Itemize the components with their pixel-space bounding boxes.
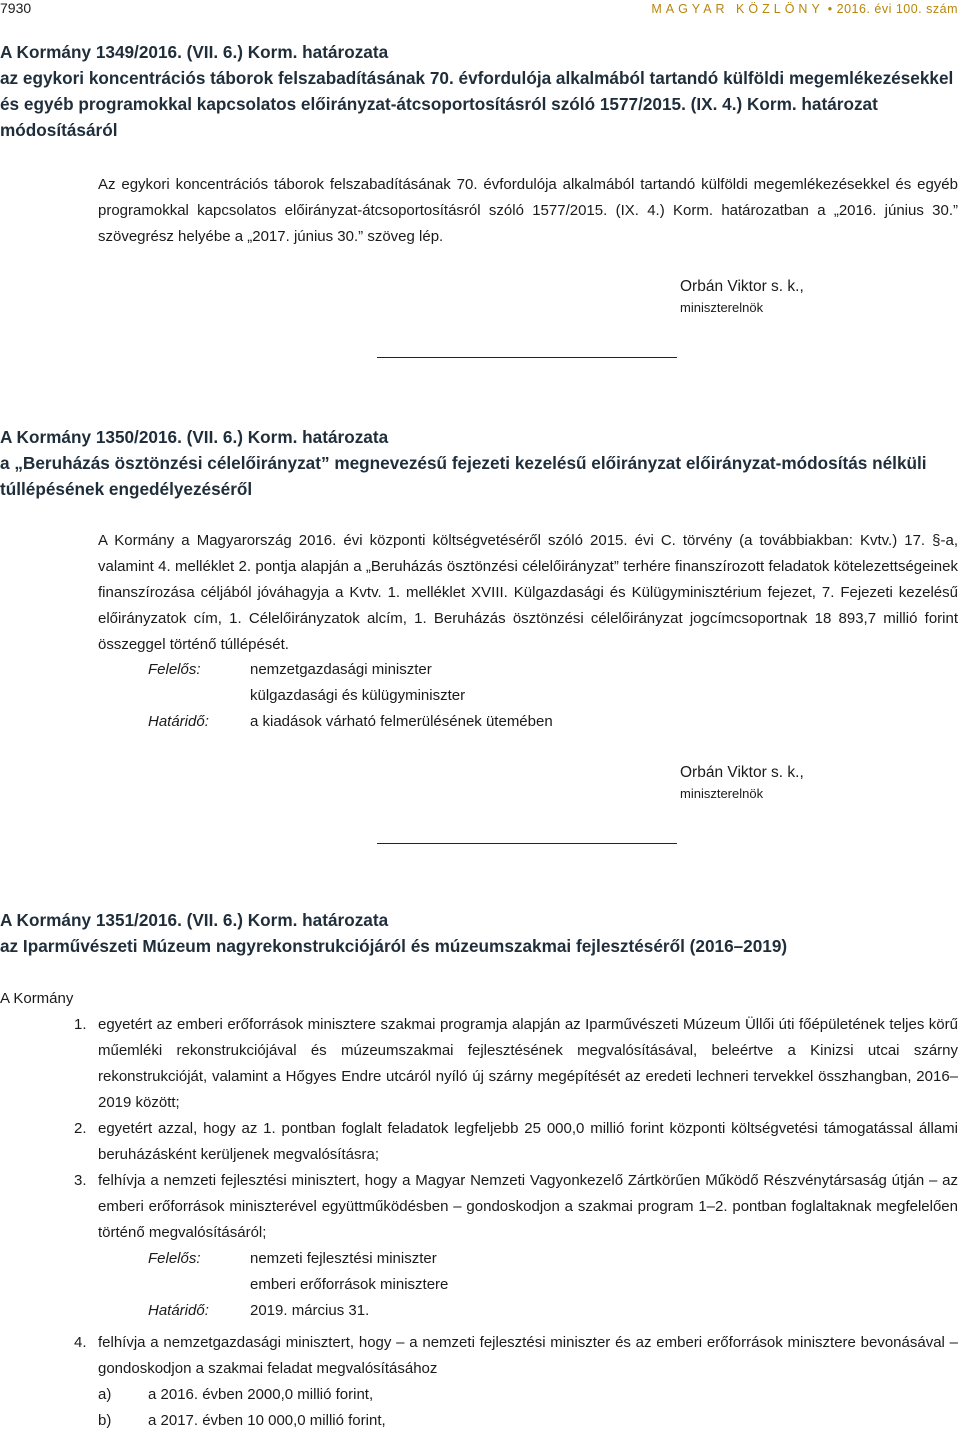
responsible-value: külgazdasági és külügyminiszter bbox=[250, 687, 466, 704]
sub-item bbox=[74, 1382, 958, 1408]
item-number: 1. bbox=[74, 1016, 87, 1033]
deadline-label: Határidő: bbox=[148, 713, 209, 730]
journal-title: MAGYAR KÖZLÖNY bbox=[651, 2, 824, 16]
sub-item-letter: b) bbox=[98, 1412, 112, 1429]
journal-header: MAGYAR KÖZLÖNY • 2016. évi 100. szám bbox=[651, 2, 958, 16]
signatory-name: Orbán Viktor bbox=[680, 278, 767, 295]
decree3-items bbox=[74, 1012, 958, 1434]
signatory-suffix: s. k., bbox=[771, 278, 804, 295]
item-number: 3. bbox=[74, 1172, 87, 1189]
page-number: 7930 bbox=[0, 0, 32, 16]
decree1-signature bbox=[680, 276, 804, 318]
item-text: felhívja a nemzetgazdasági minisztert, hogy – a nemzeti fejlesztési miniszter és az emberi erőforrások minisztere bevonásával – gondoskodjon a szakmai feladat megvalósításához bbox=[98, 1334, 958, 1377]
section-divider bbox=[377, 357, 677, 358]
deadline-value: a kiadások várható felmerülésének ütemében bbox=[250, 713, 553, 730]
deadline-value: 2019. március 31. bbox=[250, 1302, 370, 1319]
responsible-value: emberi erőforrások minisztere bbox=[250, 1276, 449, 1293]
signatory-suffix: s. k., bbox=[771, 764, 804, 781]
decree3-title-line2: az Iparművészeti Múzeum nagyrekonstrukciójáról és múzeumszakmai fejlesztéséről (2016–2019) bbox=[0, 936, 788, 956]
responsible-value: nemzetgazdasági miniszter bbox=[250, 661, 432, 678]
responsible-label: Felelős: bbox=[148, 661, 201, 678]
sub-item bbox=[74, 1408, 958, 1434]
section-divider bbox=[377, 843, 677, 844]
item-text: egyetért az emberi erőforrások minisztere szakmai programja alapján az Iparművészeti Múzeum Üllői úti főépületének teljes körű műemléki rekonstrukciójával és múzeumszakmai fejlesztésének megvalósításával, beleértve a Kinizsi utcai szárny rekonstrukcióját, valamint a Hőgyes Endre utcáról nyíló új szárny megépítését az eredeti lechneri tervekkel összhangban, 2016–2019 között; bbox=[98, 1016, 958, 1111]
list-item bbox=[74, 1168, 958, 1246]
decree2-title bbox=[0, 424, 958, 502]
decree3-title-line1: A Kormány 1351/2016. (VII. 6.) Korm. határozata bbox=[0, 910, 389, 930]
list-item bbox=[74, 1012, 958, 1116]
decree3-intro: A Kormány bbox=[0, 990, 74, 1007]
item-text: felhívja a nemzeti fejlesztési minisztert, hogy a Magyar Nemzeti Vagyonkezelő Zártkörűen Működő Részvénytársaság útján – az emberi erőforrások miniszterével együttműködésben – gondoskodjon a szakmai program 1–2. pontban foglaltaknak megfelelően történő megvalósításáról; bbox=[98, 1172, 958, 1241]
decree2-title-line1: A Kormány 1350/2016. (VII. 6.) Korm. határozata bbox=[0, 427, 389, 447]
decree2-responsibility bbox=[148, 657, 848, 735]
decree2-signature bbox=[680, 762, 804, 804]
journal-issue: 2016. évi 100. szám bbox=[836, 2, 958, 16]
decree1-title-rest: az egykori koncentrációs táborok felszabadításának 70. évfordulója alkalmából tartandó külföldi megemlékezésekkel és egyéb programokkal kapcsolatos előirányzat-átcsoportosításról szóló 1577/2015. (IX. 4.) Korm. határozat módosításáról bbox=[0, 68, 954, 140]
decree2-body: A Kormány a Magyarország 2016. évi központi költségvetéséről szóló 2015. évi C. törvény (a továbbiakban: Kvtv.) 17. §-a, valamint 4. melléklet 2. pontja alapján a „Beruházás ösztönzési célelőirányzat” terhére finanszírozott feladatok kötelezettségeinek finanszírozása céljából jóváhagyja a Kvtv. 1. melléklet XVIII. Külgazdasági és Külügyminisztérium fejezet, 7. Fejezeti kezelésű előirányzatok cím, 1. Célelőirányzatok alcím, 1. Beruházás ösztönzési célelőirányzat jogcímcsoportnak 18 893,7 millió forint összeggel történő túllépését. bbox=[98, 532, 958, 653]
deadline-label: Határidő: bbox=[148, 1302, 209, 1319]
item-number: 2. bbox=[74, 1120, 87, 1137]
signatory-name: Orbán Viktor bbox=[680, 764, 767, 781]
signatory-role: miniszterelnök bbox=[680, 786, 764, 801]
responsible-value: nemzeti fejlesztési miniszter bbox=[250, 1250, 437, 1267]
list-item bbox=[74, 1116, 958, 1168]
sub-item-text: a 2017. évben 10 000,0 millió forint, bbox=[148, 1412, 386, 1429]
decree1-title bbox=[0, 39, 958, 143]
decree1-title-line1: A Kormány 1349/2016. (VII. 6.) Korm. határozata bbox=[0, 42, 389, 62]
responsible-label: Felelős: bbox=[148, 1250, 201, 1267]
signatory-role: miniszterelnök bbox=[680, 300, 764, 315]
item3-responsibility bbox=[74, 1246, 958, 1324]
decree1-body: Az egykori koncentrációs táborok felszabadításának 70. évfordulója alkalmából tartandó külföldi megemlékezésekkel és egyéb programokkal kapcsolatos előirányzat-átcsoportosításról szóló 1577/2015. (IX. 4.) Korm. határozatban a „2016. június 30.” szövegrész helyébe a „2017. június 30.” szöveg lép. bbox=[98, 176, 958, 245]
decree3-title bbox=[0, 907, 958, 959]
sub-item-text: a 2016. évben 2000,0 millió forint, bbox=[148, 1386, 374, 1403]
page-header bbox=[0, 0, 960, 24]
decree2-title-rest: a „Beruházás ösztönzési célelőirányzat” megnevezésű fejezeti kezelésű előirányzat előirányzat-módosítás nélküli túllépésének engedélyezéséről bbox=[0, 453, 927, 499]
list-item bbox=[74, 1330, 958, 1382]
item-number: 4. bbox=[74, 1334, 87, 1351]
item-text: egyetért azzal, hogy az 1. pontban foglalt feladatok legfeljebb 25 000,0 millió forint központi költségvetési támogatással állami beruházásként kerüljenek megvalósításra; bbox=[98, 1120, 958, 1163]
sub-item-letter: a) bbox=[98, 1386, 112, 1403]
